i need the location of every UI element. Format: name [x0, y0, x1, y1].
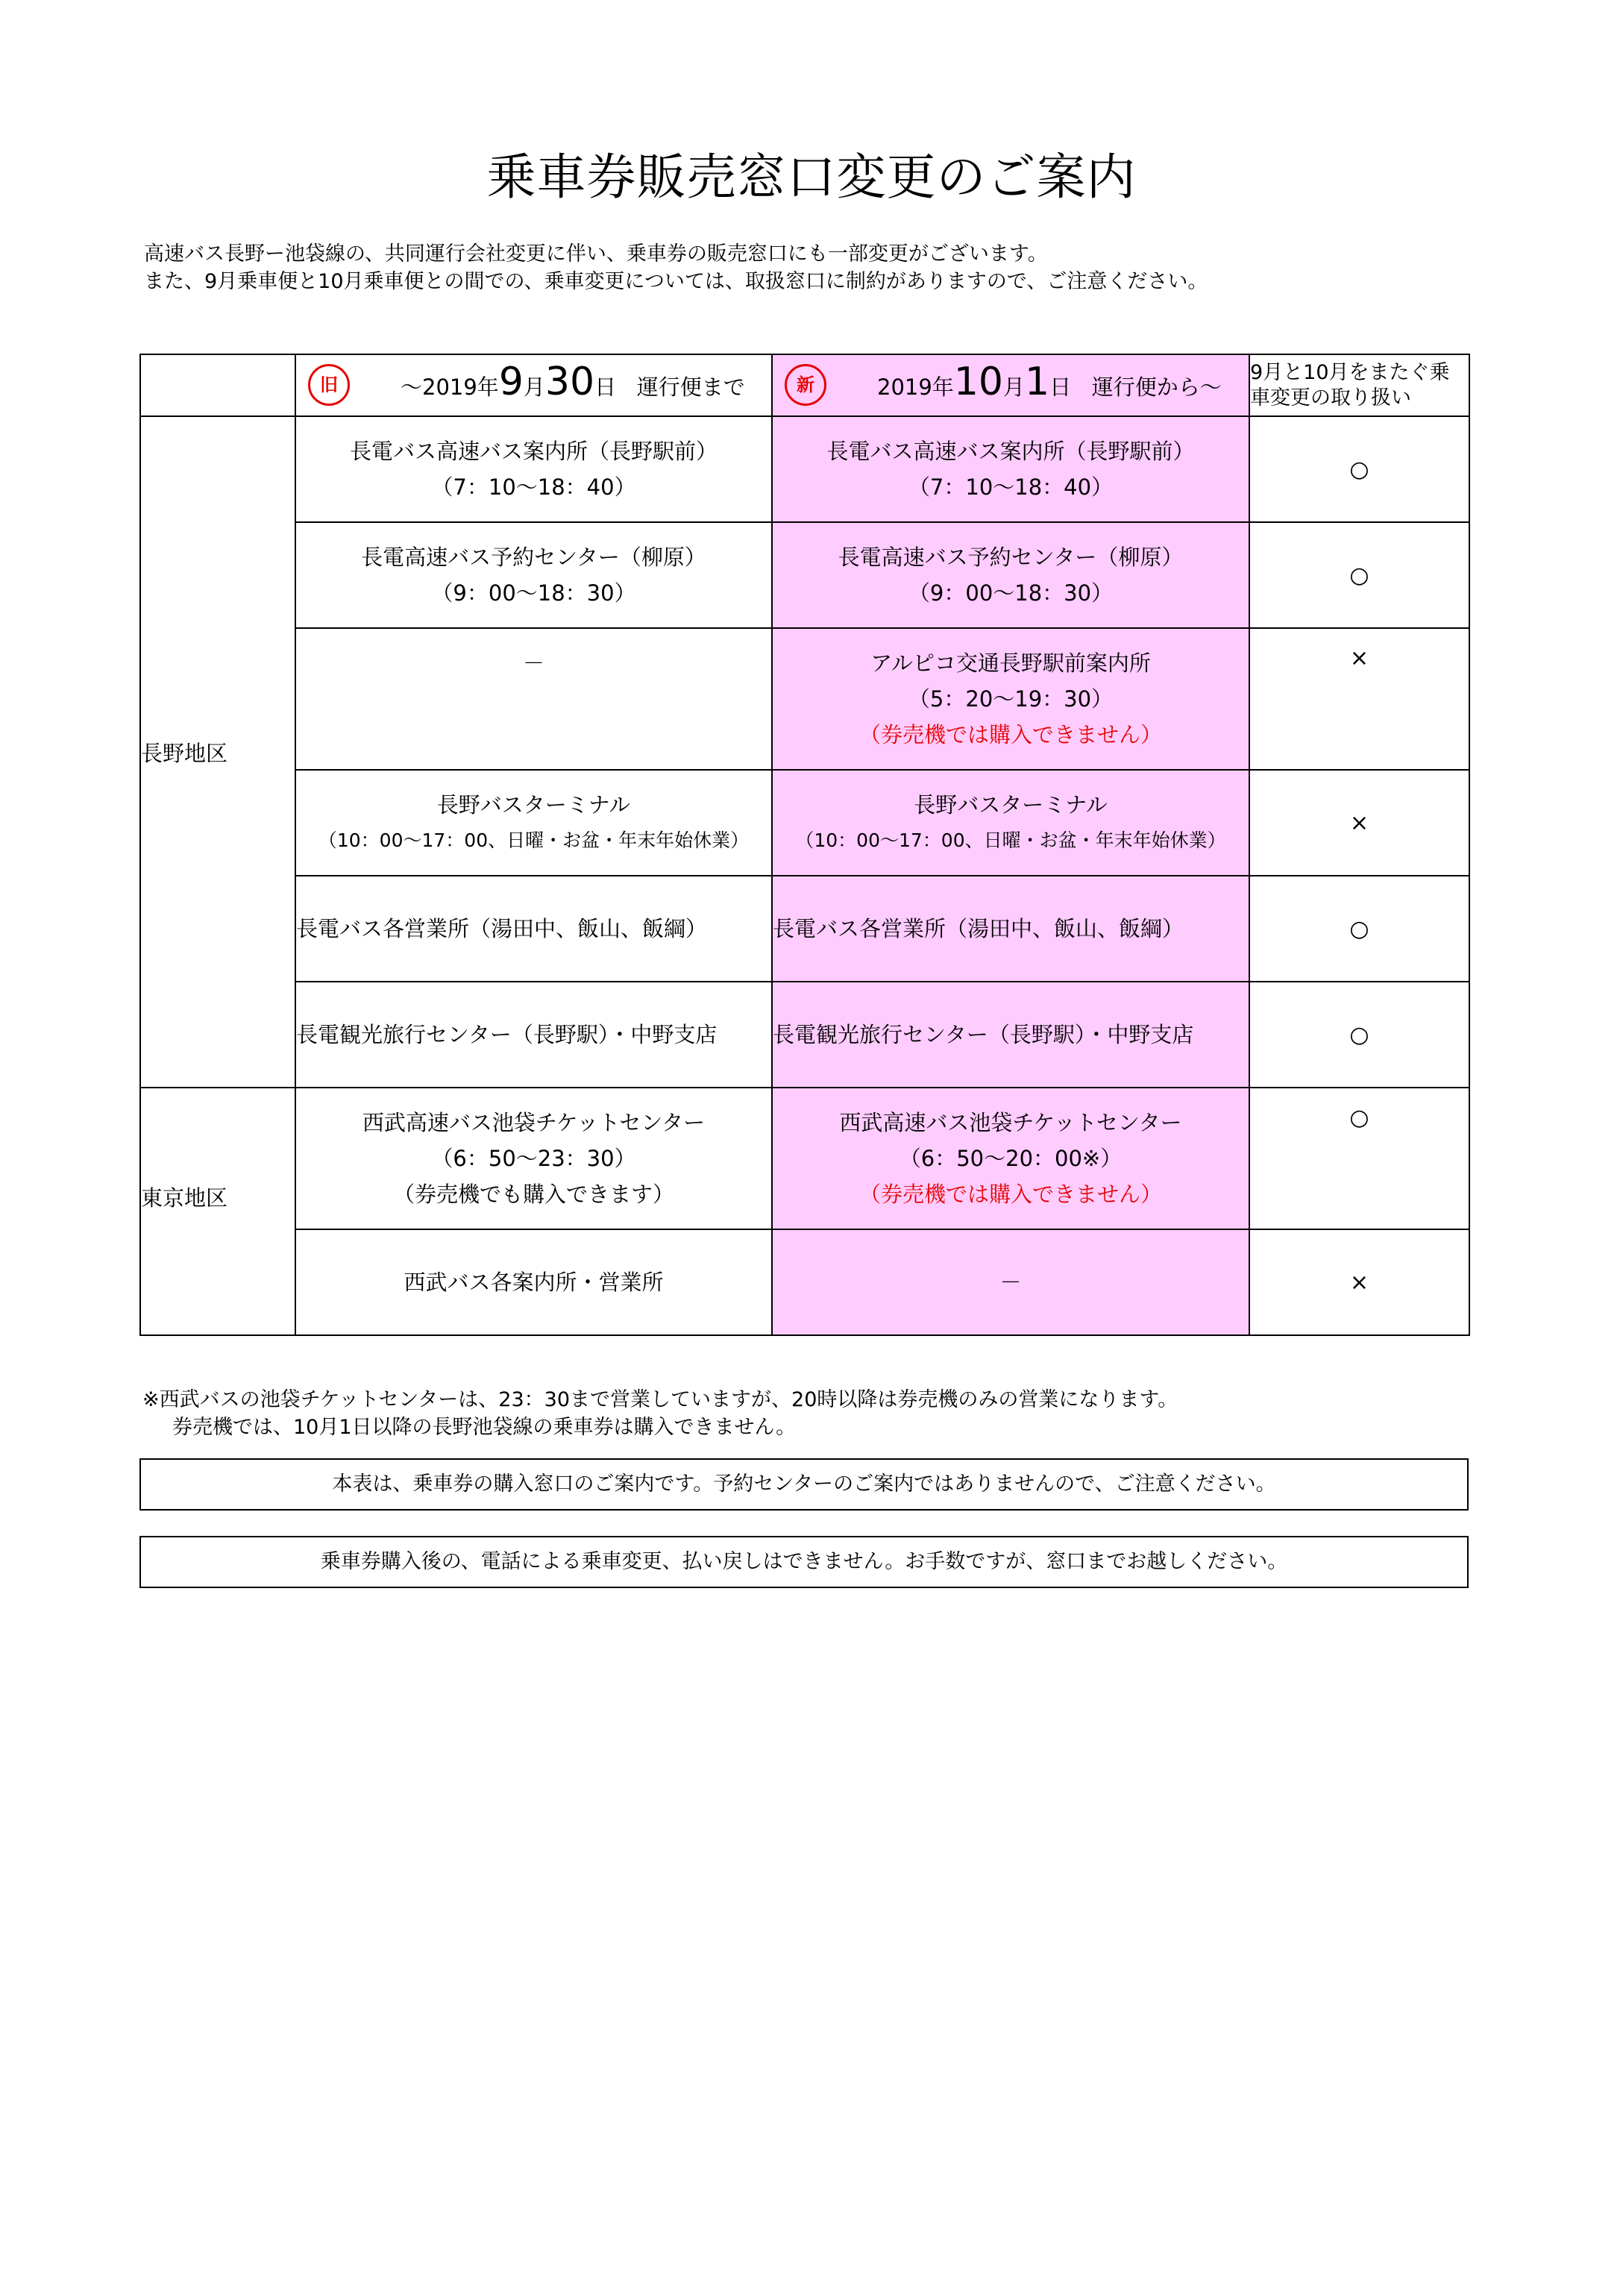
page-title: 乗車券販売窓口変更のご案内: [486, 148, 1137, 206]
header-old-cell: [295, 354, 772, 416]
old-window-cell: 長電観光旅行センター（長野駅）・中野支店: [295, 982, 772, 1088]
header-new-cell: [772, 354, 1249, 416]
footnote-line-1: ※西武バスの池袋チケットセンターは、23：30まで営業していますが、20時以降は券売機のみの営業になります。: [142, 1388, 1178, 1411]
table-row: [140, 628, 1469, 770]
new-window-cell: 長電観光旅行センター（長野駅）・中野支店: [772, 982, 1249, 1088]
new-window-cell: 長電バス各営業所（湯田中、飯山、飯綱）: [772, 876, 1249, 982]
intro-text: [144, 240, 1208, 295]
header-transfer-cell: 9月と10月をまたぐ乗 車変更の取り扱い: [1249, 354, 1469, 416]
transfer-mark: ○: [1249, 1088, 1469, 1229]
new-window-note: （券売機では購入できません）: [858, 1182, 1162, 1207]
notice-box-refund: 乗車券購入後の、電話による乗車変更、払い戻しはできません。お手数ですが、窓口までお越しください。: [139, 1536, 1469, 1588]
new-window-cell: 長電高速バス予約センター（柳原） （9：00～18：30）: [772, 522, 1249, 628]
old-window-cell: 長電高速バス予約センター（柳原） （9：00～18：30）: [295, 522, 772, 628]
intro-line-2: また、9月乗車便と10月乗車便との間での、乗車変更については、取扱窓口に制約がありますので、ご注意ください。: [144, 270, 1208, 293]
region-nagano: 長野地区: [140, 416, 295, 1088]
footnote: [142, 1386, 1178, 1441]
old-window-cell: 長野バスターミナル （10：00～17：00、日曜・お盆・年末年始休業）: [295, 770, 772, 876]
notice-box-purchase: 本表は、乗車券の購入窓口のご案内です。予約センターのご案内ではありませんので、ご注意ください。: [139, 1458, 1469, 1511]
table-row: [140, 770, 1469, 876]
ticket-window-table: [139, 354, 1470, 1336]
old-period: ～2019年9月30日 運行便まで: [401, 360, 745, 404]
transfer-mark: ○: [1249, 982, 1469, 1088]
new-period: 2019年10月1日 運行便から～: [877, 360, 1222, 404]
new-badge: 新: [785, 364, 826, 406]
table-row: [140, 416, 1469, 522]
transfer-mark: ×: [1249, 628, 1469, 770]
old-window-cell: 長電バス各営業所（湯田中、飯山、飯綱）: [295, 876, 772, 982]
table-row: [140, 1229, 1469, 1335]
table-row: [140, 1088, 1469, 1229]
transfer-mark: ×: [1249, 770, 1469, 876]
new-window-note: （券売機では購入できません）: [858, 722, 1162, 747]
table-row: [140, 982, 1469, 1088]
transfer-mark: ×: [1249, 1229, 1469, 1335]
transfer-mark: ○: [1249, 416, 1469, 522]
old-badge: 旧: [308, 364, 350, 406]
table-header-row: [140, 354, 1469, 416]
old-window-cell: 西武バス各案内所・営業所: [295, 1229, 772, 1335]
footnote-line-2: 券売機では、10月1日以降の長野池袋線の乗車券は購入できません。: [172, 1416, 797, 1439]
transfer-mark: ○: [1249, 522, 1469, 628]
old-window-cell: 西武高速バス池袋チケットセンター （6：50～23：30） （券売機でも購入できます）: [295, 1088, 772, 1229]
table-row: [140, 522, 1469, 628]
transfer-mark: ○: [1249, 876, 1469, 982]
new-window-cell: －: [772, 1229, 1249, 1335]
new-window-cell: 西武高速バス池袋チケットセンター （6：50～20：00※） （券売機では購入できません）: [772, 1088, 1249, 1229]
new-window-cell: アルピコ交通長野駅前案内所 （5：20～19：30） （券売機では購入できません）: [772, 628, 1249, 770]
new-window-cell: 長電バス高速バス案内所（長野駅前） （7：10～18：40）: [772, 416, 1249, 522]
region-tokyo: 東京地区: [140, 1088, 295, 1335]
new-window-cell: 長野バスターミナル （10：00～17：00、日曜・お盆・年末年始休業）: [772, 770, 1249, 876]
table-row: [140, 876, 1469, 982]
intro-line-1: 高速バス長野ー池袋線の、共同運行会社変更に伴い、乗車券の販売窓口にも一部変更がございます。: [144, 242, 1048, 266]
header-empty-cell: [140, 354, 295, 416]
old-window-cell: 長電バス高速バス案内所（長野駅前） （7：10～18：40）: [295, 416, 772, 522]
old-window-cell: －: [295, 628, 772, 770]
